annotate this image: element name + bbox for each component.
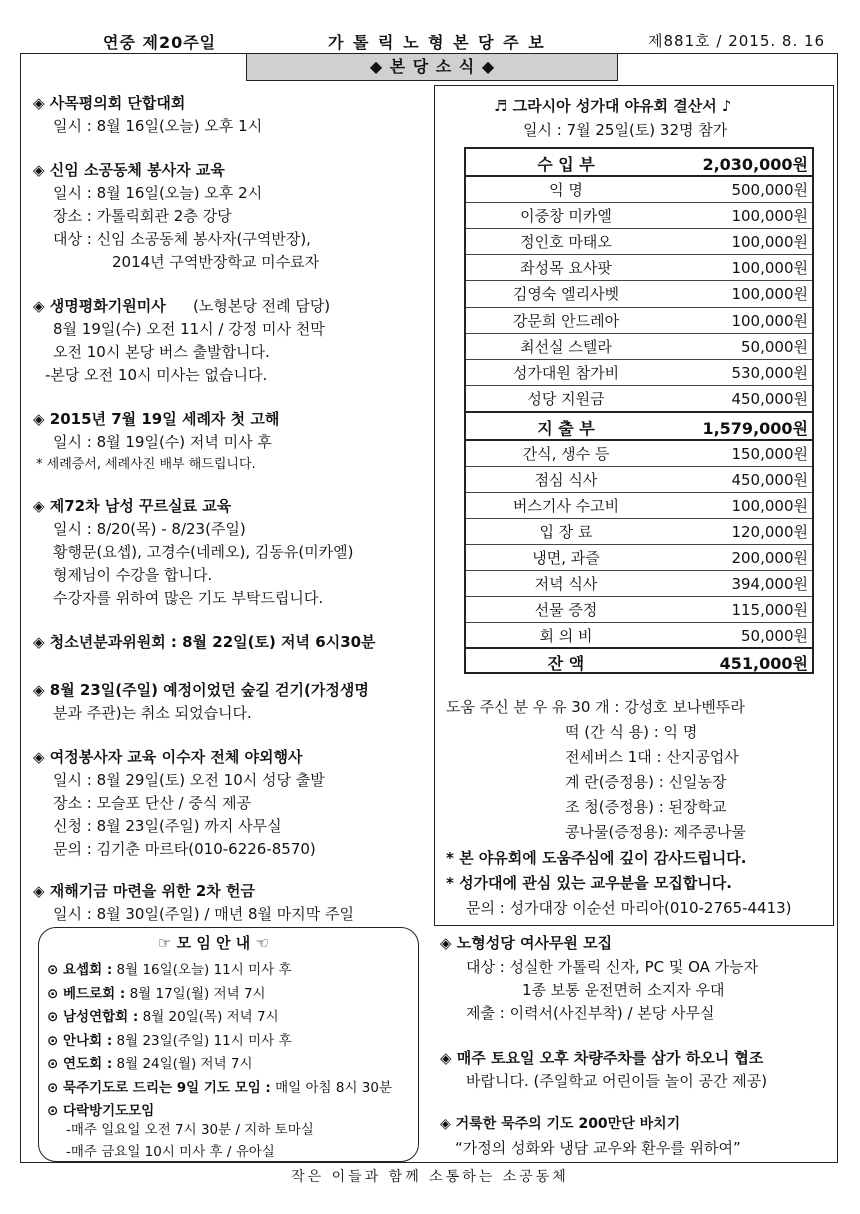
item-heading: ◈ 재해기금 마련을 위한 2차 헌금 [33, 882, 255, 900]
notice-heading: ◈ 노형성당 여사무원 모집 [440, 934, 613, 952]
income-row [466, 385, 812, 411]
item-line: 분과 주관)는 취소 되었습니다. [53, 704, 252, 722]
report-title: ♬ 그라시아 성가대 야유회 결산서 ♪ [494, 97, 732, 115]
expense-row [466, 492, 812, 518]
income-value: 100,000원 [731, 311, 808, 330]
meeting-name: ⊙ 베드로회 : [47, 985, 126, 1002]
item-line: 일시 : 8월 16일(오늘) 오후 2시 [53, 184, 263, 202]
income-label: 이중창 미카엘 [520, 207, 612, 226]
item-line: 일시 : 8/20(목) - 8/23(주일) [53, 520, 246, 538]
expense-label: 입 장 료 [539, 523, 593, 541]
expense-label: 회 의 비 [539, 627, 593, 645]
expense-label: 냉면, 과즐 [532, 549, 600, 567]
income-value: 100,000원 [731, 207, 808, 226]
expense-row [466, 596, 812, 622]
donor-line: 콩나물(증정용): 제주콩나물 [565, 823, 746, 841]
income-label: 김영숙 엘리사벳 [512, 285, 620, 304]
item-line: 대상 : 신임 소공동체 봉사자(구역반장), [53, 230, 311, 248]
issue-number: 제881호 / 2015. 8. 16 [648, 32, 826, 50]
meeting-sub: -매주 금요일 10시 미사 후 / 유아실 [66, 1144, 275, 1160]
income-row [466, 202, 812, 228]
expense-row [466, 570, 812, 596]
footer-slogan: 작은 이들과 함께 소통하는 소공동체 [291, 1169, 569, 1185]
report-note: * 본 야유회에 도움주심에 깊이 감사드립니다. [446, 849, 747, 867]
meeting-item [47, 1076, 392, 1096]
meeting-name: ⊙ 요셉회 : [47, 962, 113, 978]
item-line: 신청 : 8월 23일(주일) 까지 사무실 [53, 817, 282, 835]
income-label: 성가대원 참가비 [512, 363, 620, 382]
income-value: 530,000원 [731, 363, 808, 382]
expense-header-row [466, 413, 812, 439]
item-line: 8월 19일(수) 오전 11시 / 강정 미사 천막 [53, 320, 325, 338]
meeting-detail: 8월 16일(오늘) 11시 미사 후 [116, 962, 292, 978]
income-row [466, 333, 812, 359]
income-row [466, 176, 812, 202]
bulletin-title: 가 톨 릭 노 형 본 당 주 보 [328, 33, 546, 52]
balance-label: 잔 액 [547, 654, 585, 673]
expense-value: 150,000원 [731, 445, 808, 463]
notice-line: “가정의 성화와 냉담 교우와 환우를 위하여” [455, 1139, 741, 1157]
notice-line: 바랍니다. (주일학교 어린이들 놀이 공간 제공) [466, 1072, 768, 1090]
meeting-name: ⊙ 묵주기도로 드리는 9일 기도 모임 : [47, 1079, 271, 1096]
income-label: 강문희 안드레아 [512, 311, 620, 330]
item-heading: ◈ 생명평화기원미사 [33, 297, 166, 315]
item-heading: ◈ 청소년분과위원회 : 8월 22일(토) 저녁 6시30분 [33, 633, 376, 651]
expense-label: 선물 증정 [534, 601, 598, 619]
item-line: 일시 : 8월 30일(주일) / 매년 8월 마지막 주일 [53, 905, 354, 923]
meeting-name: ⊙ 남성연합회 : [47, 1009, 139, 1025]
balance-total: 451,000원 [719, 654, 808, 673]
settlement-table [464, 147, 814, 674]
notice-line: 1종 보통 운전면허 소지자 우대 [522, 981, 725, 999]
notice-heading: ◈ 거룩한 묵주의 기도 200만단 바치기 [440, 1116, 681, 1132]
expense-value: 100,000원 [731, 497, 808, 515]
meeting-detail: 8월 17일(월) 저녁 7시 [129, 985, 266, 1002]
item-line: 장소 : 모슬포 단산 / 중식 제공 [53, 794, 252, 812]
income-total: 2,030,000원 [702, 155, 808, 174]
meeting-detail: 8월 24일(월) 저녁 7시 [116, 1056, 253, 1072]
meeting-item [47, 958, 292, 978]
expense-label: 버스기사 수고비 [512, 497, 620, 515]
income-value: 100,000원 [731, 285, 808, 304]
income-value: 100,000원 [731, 259, 808, 278]
meeting-name: ⊙ 연도회 : [47, 1056, 113, 1072]
meeting-detail: 8월 23일(주일) 11시 미사 후 [116, 1032, 292, 1049]
expense-value: 120,000원 [731, 523, 808, 541]
income-row [466, 228, 812, 254]
item-line: 2014년 구역반장학교 미수료자 [112, 253, 320, 271]
expense-row [466, 518, 812, 544]
expense-label: 지 출 부 [537, 419, 595, 438]
donor-line: 조 청(증정용) : 된장학교 [565, 798, 727, 816]
section-title: ◆ 본 당 소 식 ◆ [246, 53, 618, 81]
income-row [466, 280, 812, 306]
meeting-name: ⊙ 안나회 : [47, 1032, 113, 1049]
income-label: 최선실 스텔라 [520, 337, 612, 356]
expense-row [466, 440, 812, 466]
income-label: 익 명 [549, 181, 583, 199]
expense-label: 간식, 생수 등 [522, 445, 610, 463]
expense-label: 저녁 식사 [534, 575, 598, 593]
donor-line: 계 란(증정용) : 신일농장 [565, 773, 727, 791]
notice-line: 대상 : 성실한 가톨릭 신자, PC 및 OA 가능자 [466, 958, 759, 976]
issue-week: 연중 제20주일 [103, 33, 217, 52]
item-line: 일시 : 8월 29일(토) 오전 10시 성당 출발 [53, 771, 325, 789]
item-heading: ◈ 사목평의회 단합대회 [33, 94, 186, 112]
meeting-item [47, 1029, 292, 1049]
balance-row [466, 648, 812, 674]
meeting-detail: 8월 20일(목) 저녁 7시 [142, 1009, 279, 1025]
donor-line: 떡 (간 식 용) : 익 명 [565, 723, 698, 741]
report-contact: 문의 : 성가대장 이순선 마리아(010-2765-4413) [466, 899, 792, 917]
meeting-item [47, 1005, 279, 1025]
expense-label: 점심 식사 [534, 471, 598, 489]
income-label: 수 입 부 [537, 155, 595, 174]
item-line: 일시 : 8월 16일(오늘) 오후 1시 [53, 117, 263, 135]
item-heading: ◈ 여정봉사자 교육 이수자 전체 야외행사 [33, 748, 303, 766]
income-label: 성당 지원금 [527, 389, 605, 408]
item-heading: ◈ 제72차 남성 꾸르실료 교육 [33, 497, 232, 515]
meeting-detail: 매일 아침 8시 30분 [275, 1079, 393, 1096]
meeting-name: ⊙ 다락방기도모임 [47, 1103, 155, 1119]
income-row [466, 307, 812, 333]
meeting-item [47, 982, 266, 1002]
donor-line: 도움 주신 분 우 유 30 개 : 강성호 보나벤뚜라 [446, 698, 745, 716]
income-value: 100,000원 [731, 233, 808, 252]
donor-line: 전세버스 1대 : 산지공업사 [565, 748, 739, 766]
expense-value: 50,000원 [741, 627, 808, 645]
income-row [466, 359, 812, 385]
expense-row [466, 544, 812, 570]
meeting-sub: -매주 일요일 오전 7시 30분 / 지하 토마실 [66, 1122, 314, 1138]
item-note: (노형본당 전례 담당) [193, 297, 331, 315]
item-line: 일시 : 8월 19일(수) 저녁 미사 후 [53, 433, 272, 451]
income-label: 정인호 마태오 [520, 233, 612, 252]
expense-total: 1,579,000원 [702, 419, 808, 438]
expense-value: 394,000원 [731, 575, 808, 593]
notice-heading: ◈ 매주 토요일 오후 차량주차를 삼가 하오니 협조 [440, 1049, 764, 1067]
income-value: 500,000원 [731, 181, 808, 199]
report-subtitle: 일시 : 7월 25일(토) 32명 참가 [523, 121, 728, 139]
item-line: 오전 10시 본당 버스 출발합니다. [53, 343, 270, 361]
notice-line: 제출 : 이력서(사진부착) / 본당 사무실 [466, 1004, 715, 1022]
item-line: -본당 오전 10시 미사는 없습니다. [45, 366, 268, 384]
item-line: 장소 : 가톨릭회관 2층 강당 [53, 207, 232, 225]
income-header-row [466, 149, 812, 175]
item-line: * 세례증서, 세례사진 배부 해드립니다. [36, 457, 256, 472]
expense-value: 450,000원 [731, 471, 808, 489]
item-heading: ◈ 2015년 7월 19일 세례자 첫 고해 [33, 410, 280, 428]
item-line: 황행문(요셉), 고경수(네레오), 김동유(미카엘) [53, 543, 354, 561]
expense-row [466, 622, 812, 648]
meeting-item [47, 1052, 253, 1072]
item-heading: ◈ 신임 소공동체 봉사자 교육 [33, 161, 225, 179]
meetings-title: ☞ 모 임 안 내 ☜ [158, 934, 269, 952]
item-line: 문의 : 김기춘 마르타(010-6226-8570) [53, 840, 316, 858]
expense-row [466, 466, 812, 492]
income-row [466, 254, 812, 280]
meeting-item [47, 1099, 154, 1119]
item-line: 형제님이 수강을 합니다. [53, 566, 213, 584]
income-label: 좌성목 요사팟 [520, 259, 612, 278]
expense-value: 200,000원 [731, 549, 808, 567]
income-value: 450,000원 [731, 389, 808, 408]
item-heading: ◈ 8월 23일(주일) 예정이었던 숲길 걷기(가정생명 [33, 681, 369, 699]
expense-value: 115,000원 [731, 601, 808, 619]
income-value: 50,000원 [741, 337, 808, 356]
report-note: * 성가대에 관심 있는 교우분을 모집합니다. [446, 874, 732, 892]
item-line: 수강자를 위하여 많은 기도 부탁드립니다. [53, 589, 324, 607]
